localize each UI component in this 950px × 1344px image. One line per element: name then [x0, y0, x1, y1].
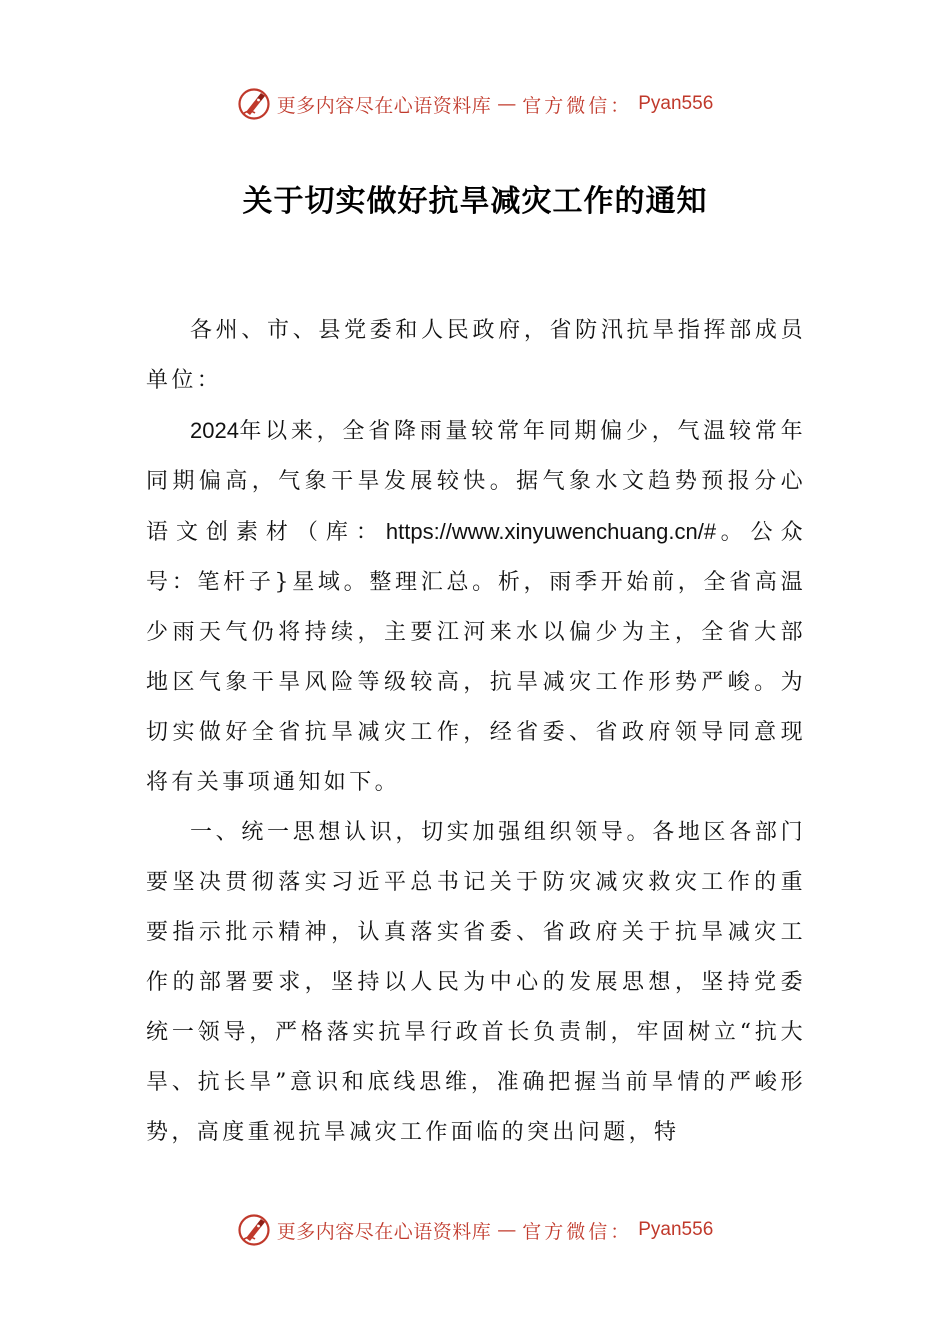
banner-separator: — [497, 93, 517, 115]
salutation: 各州、市、县党委和人民政府，省防汛抗旱指挥部成员单位： [146, 318, 806, 393]
document-body [146, 306, 806, 1158]
pen-nib-logo-icon [237, 1213, 271, 1247]
pen-nib-logo-icon [237, 87, 271, 121]
banner-separator: — [497, 1219, 517, 1241]
banner-label: 官方微信： [522, 94, 633, 117]
document-title: 关于切实做好抗旱减灾工作的通知 [242, 184, 708, 219]
paragraph-1 [146, 406, 806, 808]
paragraph-1-url: https://www.xinyuwenchuang.cn/# [385, 519, 717, 544]
paragraph-1-part-b: 。公众号：笔杆子}星域。整理汇总。析，雨季开始前，全省高温少雨天气仍将持续，主要江河来水以偏少为主，全省大部地区气象干旱风险等级较高，抗旱减灾工作形势严峻。为切实做好全省抗旱减灾工作，经省委、省政府领导同意现将有关事项通知如下。 [146, 520, 807, 795]
banner-label: 官方微信： [522, 1220, 633, 1243]
paragraph-2: 一、统一思想认识，切实加强组织领导。各地区各部门要坚决贯彻落实习近平总书记关于防灾减灾救灾工作的重要指示批示精神，认真落实省委、省政府关于抗旱减灾工作的部署要求，坚持以人民为中心的发展思想，坚持党委统一领导，严格落实抗旱行政首长负责制，牢固树立“抗大旱、抗长旱”意识和底线思维，准确把握当前旱情的严峻形势，高度重视抗旱减灾工作面临的突出问题，特 [146, 820, 806, 1145]
banner-text: 更多内容尽在心语资料库 [276, 94, 492, 117]
banner-wechat-id: Pyan556 [638, 1219, 714, 1240]
banner-wechat-id: Pyan556 [638, 93, 714, 114]
paragraph-1-year: 2024 [190, 418, 239, 443]
paragraph-1-part-a: 年以来，全省降雨量较常年同期偏少，气温较常年同期偏高，气象干旱发展较快。据气象水文趋势预报分心语文创素材（库： [146, 419, 806, 545]
banner-text: 更多内容尽在心语资料库 [276, 1220, 492, 1243]
header-banner [0, 84, 950, 124]
footer-banner [0, 1210, 950, 1250]
